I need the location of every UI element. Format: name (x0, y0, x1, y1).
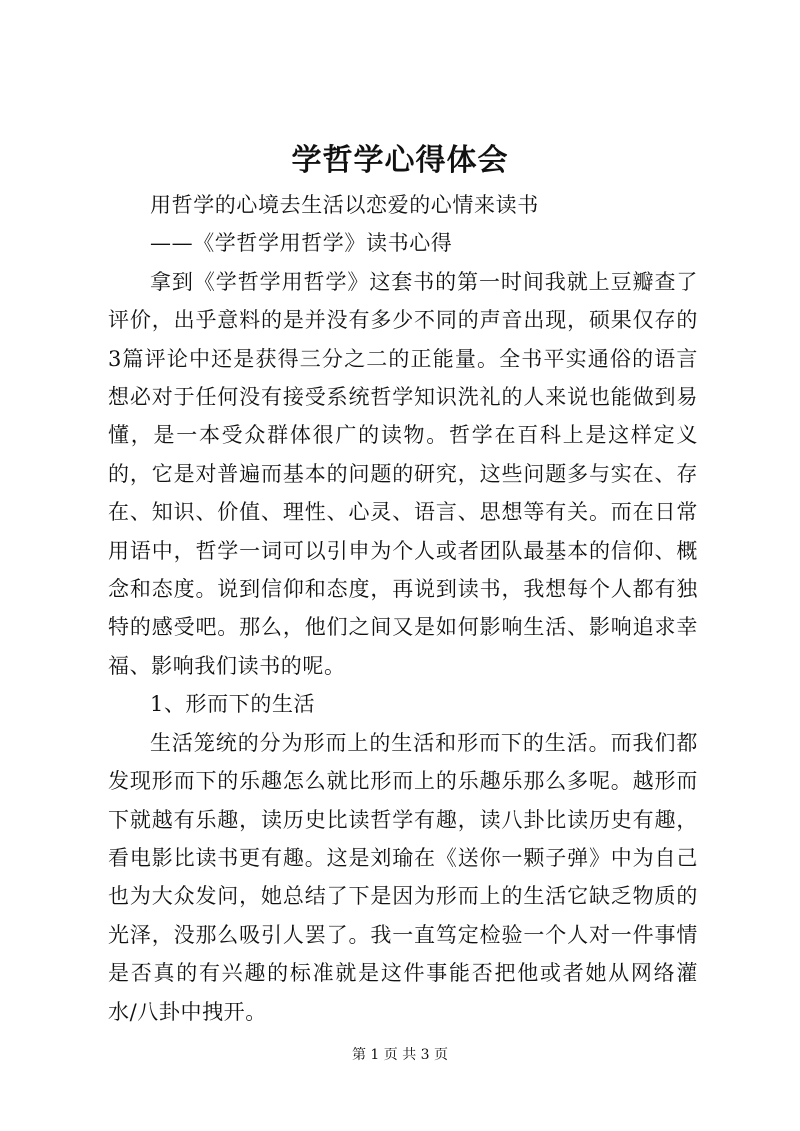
document-title: 学哲学心得体会 (291, 143, 509, 178)
page-footer: 第 1 页 共 3 页 (351, 1047, 449, 1063)
section-heading-1: 1、形而下的生活 (150, 692, 316, 717)
subtitle-line: 用哲学的心境去生活以恋爱的心情来读书 (150, 193, 539, 217)
byline: ——《学哲学用哲学》读书心得 (150, 231, 453, 256)
document-body (108, 186, 698, 1031)
paragraph-2: 生活笼统的分为形而上的生活和形而下的生活。而我们都发现形而下的乐趣怎么就比形而上的乐趣乐那么多呢。越形而下就越有乐趣，读历史比读哲学有趣，读八卦比读历史有趣，看电影比读书更有趣。这是刘瑜在《送你一颗子弹》中为自己也为大众发问，她总结了下是因为形而上的生活它缺乏物质的光泽，没那么吸引人罢了。我一直笃定检验一个人对一件事情是否真的有兴趣的标准就是这件事能否把他或者她从网络灌水/八卦中拽开。 (108, 730, 698, 1024)
paragraph-1: 拿到《学哲学用哲学》这套书的第一时间我就上豆瓣查了评价，出乎意料的是并没有多少不同的声音出现，硕果仅存的3篇评论中还是获得三分之二的正能量。全书平实通俗的语言想必对于任何没有接受系统哲学知识洗礼的人来说也能做到易懂，是一本受众群体很广的读物。哲学在百科上是这样定义的，它是对普遍而基本的问题的研究，这些问题多与实在、存在、知识、价值、理性、心灵、语言、思想等有关。而在日常用语中，哲学一词可以引申为个人或者团队最基本的信仰、概念和态度。说到信仰和态度，再说到读书，我想每个人都有独特的感受吧。那么，他们之间又是如何影响生活、影响追求幸福、影响我们读书的呢。 (108, 269, 698, 678)
